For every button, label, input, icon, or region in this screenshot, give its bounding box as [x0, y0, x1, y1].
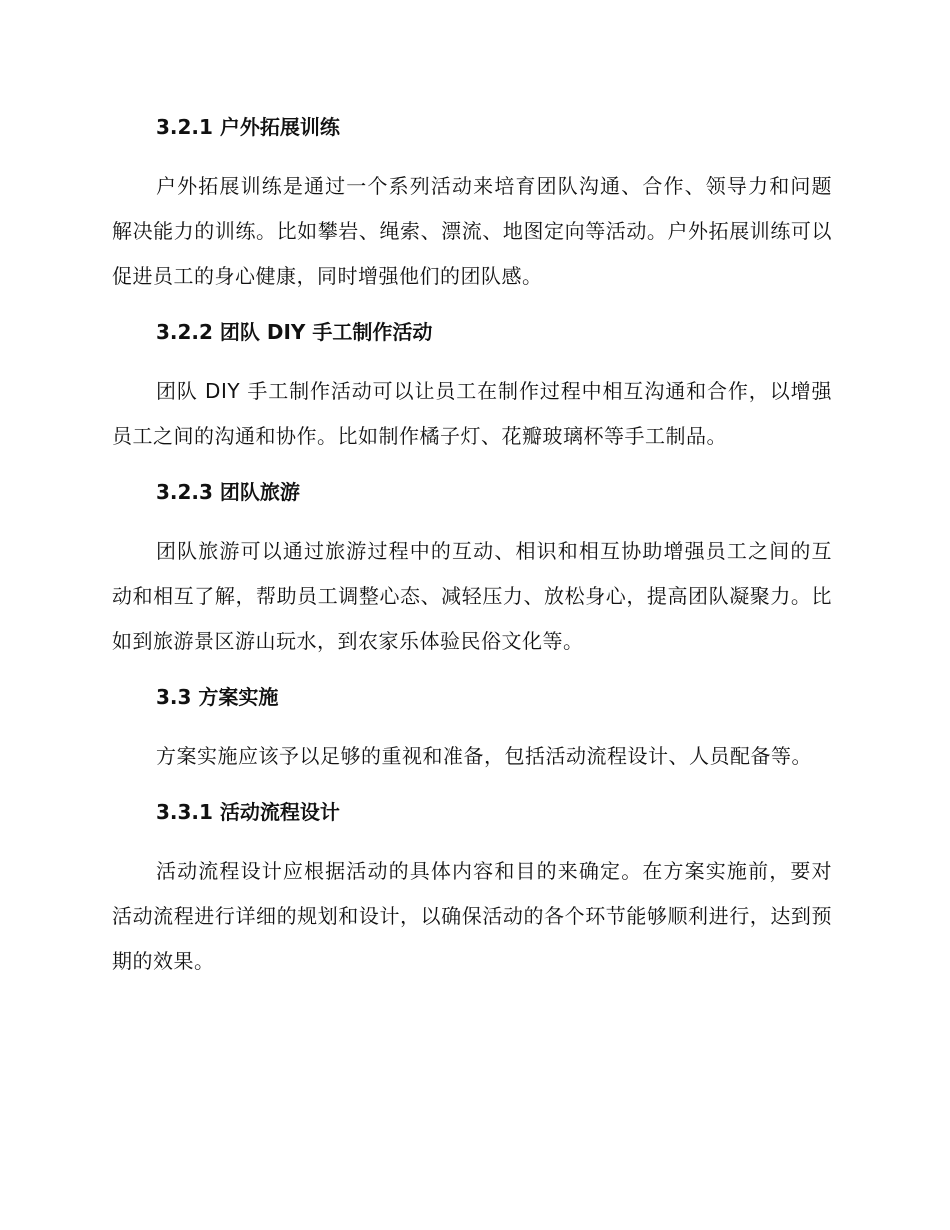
document-body	[112, 110, 832, 984]
section-heading-3-3-1: 3.3.1 活动流程设计	[156, 800, 340, 824]
section-paragraph-3-3: 方案实施应该予以足够的重视和准备，包括活动流程设计、人员配备等。	[156, 744, 812, 768]
section-paragraph-3-2-3: 团队旅游可以通过旅游过程中的互动、相识和相互协助增强员工之间的互动和相互了解，帮助员工调整心态、减轻压力、放松身心，提高团队凝聚力。比如到旅游景区游山玩水，到农家乐体验民俗文化等。	[112, 539, 832, 653]
section-heading-3-3: 3.3 方案实施	[156, 685, 279, 709]
section-heading-3-2-1: 3.2.1 户外拓展训练	[156, 115, 340, 139]
section-paragraph-3-3-1: 活动流程设计应根据活动的具体内容和目的来确定。在方案实施前，要对活动流程进行详细的规划和设计，以确保活动的各个环节能够顺利进行，达到预期的效果。	[112, 859, 832, 973]
section-paragraph-3-2-2: 团队 DIY 手工制作活动可以让员工在制作过程中相互沟通和合作，以增强员工之间的沟通和协作。比如制作橘子灯、花瓣玻璃杯等手工制品。	[112, 379, 832, 448]
section-paragraph-3-2-1: 户外拓展训练是通过一个系列活动来培育团队沟通、合作、领导力和问题解决能力的训练。比如攀岩、绳索、漂流、地图定向等活动。户外拓展训练可以促进员工的身心健康，同时增强他们的团队感。	[112, 174, 832, 288]
section-heading-3-2-2: 3.2.2 团队 DIY 手工制作活动	[156, 320, 433, 344]
section-heading-3-2-3: 3.2.3 团队旅游	[156, 480, 300, 504]
